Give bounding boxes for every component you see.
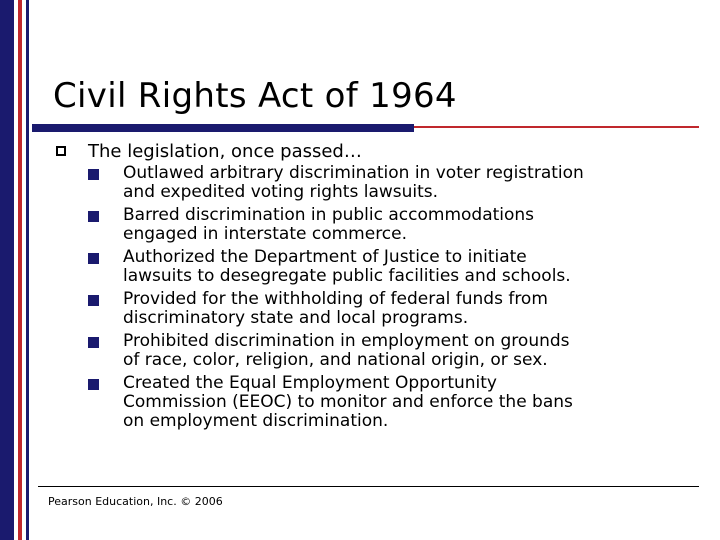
sub-bullet-text: Authorized the Department of Justice to initiate lawsuits to desegregate public facilities and schools.: [123, 247, 571, 286]
main-bullet: [56, 142, 716, 162]
slide-body: [56, 142, 716, 435]
sub-bullet-item: [56, 290, 716, 328]
sub-bullet-item: [56, 206, 716, 244]
left-stripe-navy-inner: [26, 0, 29, 540]
sub-bullet-text: Barred discrimination in public accommodations engaged in interstate commerce.: [123, 205, 535, 244]
filled-square-bullet-icon: [88, 379, 99, 390]
filled-square-bullet-icon: [88, 253, 99, 264]
filled-square-bullet-icon: [88, 337, 99, 348]
sub-bullet-text: Prohibited discrimination in employment on grounds of race, color, religion, and national origin, or sex.: [123, 331, 570, 370]
sub-bullet-text: Outlawed arbitrary discrimination in voter registration and expedited voting rights lawsuits.: [123, 163, 584, 202]
title-rule-navy: [32, 124, 414, 132]
filled-square-bullet-icon: [88, 169, 99, 180]
sub-bullet-text: Provided for the withholding of federal funds from discriminatory state and local programs.: [123, 289, 548, 328]
slide-title: Civil Rights Act of 1964: [53, 76, 457, 116]
main-bullet-text: The legislation, once passed…: [88, 141, 362, 162]
footer-credit: Pearson Education, Inc. © 2006: [48, 495, 223, 508]
sub-bullet-list: [56, 164, 716, 431]
sub-bullet-text: Created the Equal Employment Opportunity Commission (EEOC) to monitor and enforce the bans on employment discrimination.: [123, 373, 573, 431]
sub-bullet-item: [56, 332, 716, 370]
sub-bullet-item: [56, 374, 716, 431]
filled-square-bullet-icon: [88, 211, 99, 222]
sub-bullet-item: [56, 248, 716, 286]
footer-rule: [38, 486, 699, 487]
filled-square-bullet-icon: [88, 295, 99, 306]
sub-bullet-item: [56, 164, 716, 202]
left-stripe-navy: [0, 0, 14, 540]
hollow-square-bullet-icon: [56, 146, 66, 156]
